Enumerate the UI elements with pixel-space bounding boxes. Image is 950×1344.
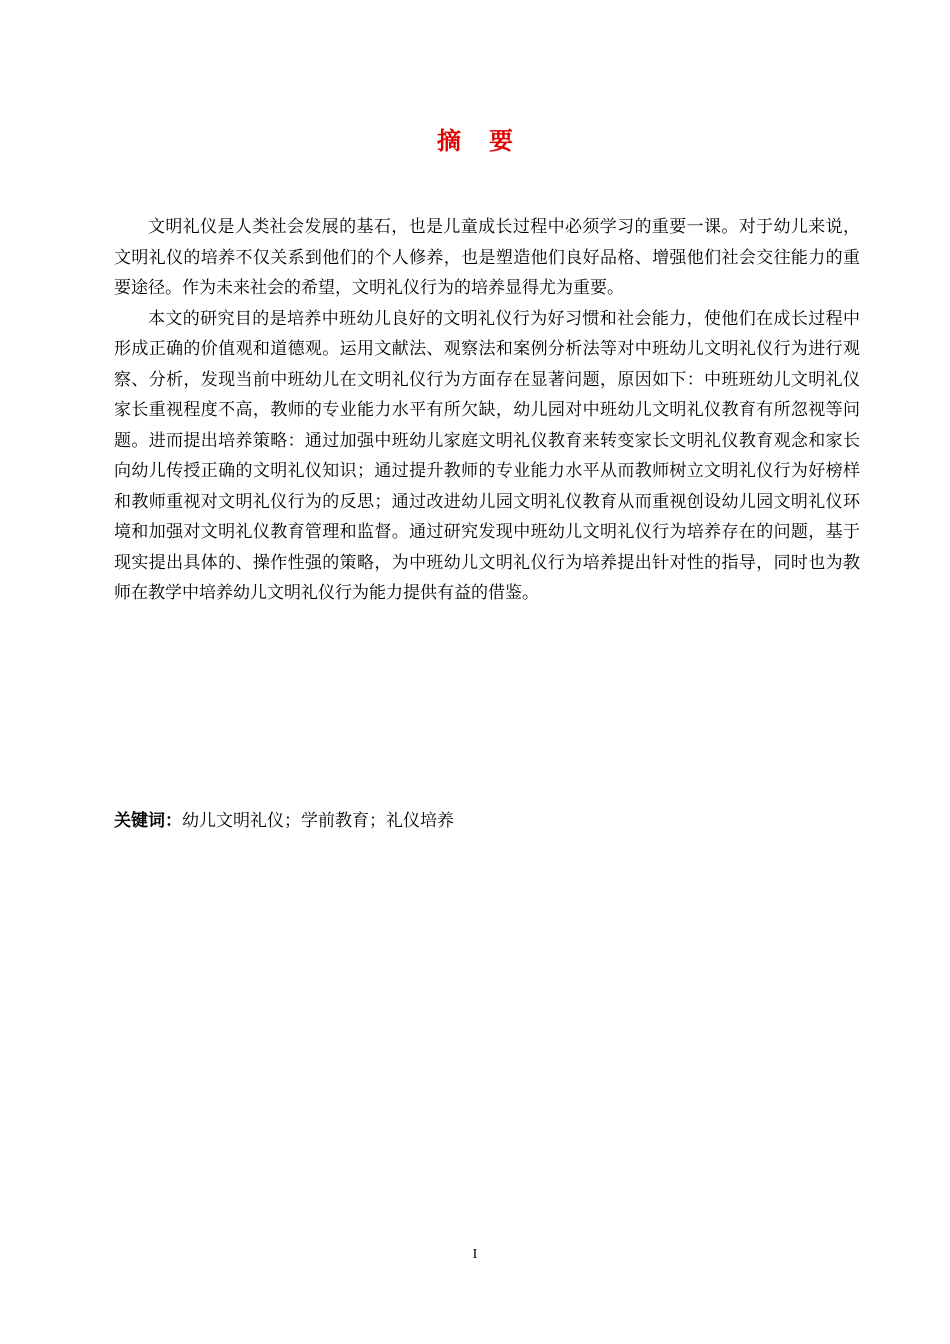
abstract-body — [114, 212, 860, 609]
abstract-title: 摘要 — [437, 127, 541, 155]
abstract-paragraph-2: 本文的研究目的是培养中班幼儿良好的文明礼仪行为好习惯和社会能力，使他们在成长过程中形成正确的价值观和道德观。运用文献法、观察法和案例分析法等对中班幼儿文明礼仪行为进行观察、分析，发现当前中班幼儿在文明礼仪行为方面存在显著问题，原因如下：中班班幼儿文明礼仪家长重视程度不高，教师的专业能力水平有所欠缺，幼儿园对中班幼儿文明礼仪教育有所忽视等问题。进而提出培养策略：通过加强中班幼儿家庭文明礼仪教育来转变家长文明礼仪教育观念和家长向幼儿传授正确的文明礼仪知识；通过提升教师的专业能力水平从而教师树立文明礼仪行为好榜样和教师重视对文明礼仪行为的反思；通过改进幼儿园文明礼仪教育从而重视创设幼儿园文明礼仪环境和加强对文明礼仪教育管理和监督。通过研究发现中班幼儿文明礼仪行为培养存在的问题，基于现实提出具体的、操作性强的策略，为中班幼儿文明礼仪行为培养提出针对性的指导，同时也为教师在教学中培养幼儿文明礼仪行为能力提供有益的借鉴。 — [114, 308, 860, 603]
keywords-text: 幼儿文明礼仪；学前教育；礼仪培养 — [182, 811, 454, 831]
keywords-label: 关键词： — [114, 811, 182, 831]
page-number: I — [472, 1247, 478, 1262]
keywords-line — [114, 806, 860, 836]
abstract-paragraph-1: 文明礼仪是人类社会发展的基石，也是儿童成长过程中必须学习的重要一课。对于幼儿来说，文明礼仪的培养不仅关系到他们的个人修养，也是塑造他们良好品格、增强他们社会交往能力的重要途径。作为未来社会的希望，文明礼仪行为的培养显得尤为重要。 — [114, 217, 860, 298]
